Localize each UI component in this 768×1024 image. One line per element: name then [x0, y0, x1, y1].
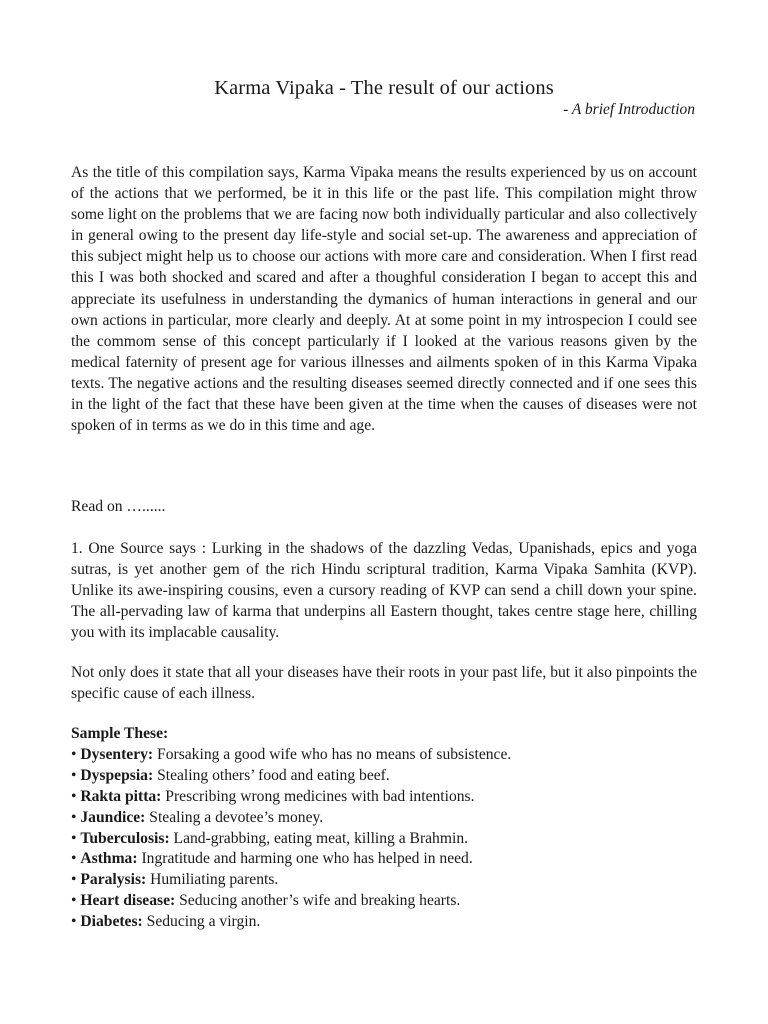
- bullet-glyph: •: [71, 892, 77, 910]
- disease-cause: Prescribing wrong medicines with bad intentions.: [165, 787, 475, 805]
- disease-cause: Seducing another’s wife and breaking hearts.: [179, 892, 461, 910]
- document-subtitle: - A brief Introduction: [563, 101, 695, 118]
- disease-cause: Ingratitude and harming one who has helped in need.: [141, 850, 473, 868]
- list-item: [71, 891, 697, 912]
- read-on-paragraph: Read on …......: [71, 498, 166, 515]
- disease-cause: Stealing a devotee’s money.: [149, 808, 324, 826]
- disease-term: Rakta pitta:: [80, 787, 162, 805]
- list-item: [71, 808, 697, 829]
- list-item: [71, 870, 697, 891]
- roots-paragraph: Not only does it state that all your diseases have their roots in your past life, but it also pinpoints the specific cause of each illness.: [71, 664, 697, 703]
- list-item: [71, 745, 697, 766]
- disease-cause: Stealing others’ food and eating beef.: [157, 766, 390, 784]
- disease-term: Tuberculosis:: [80, 829, 170, 847]
- source-paragraph: 1. One Source says : Lurking in the shadows of the dazzling Vedas, Upanishads, epics and yoga sutras, is yet another gem of the rich Hindu scriptural tradition, Karma Vipaka Samhita (KVP). Unlike its awe-inspiring cousins, even a cursory reading of KVP can send a chill down your spine. The all-pervading law of karma that underpins all Eastern thought, takes centre stage here, chilling you with its implacable causality.: [71, 540, 697, 642]
- bullet-glyph: •: [71, 787, 77, 805]
- disease-list: [71, 745, 697, 933]
- bullet-glyph: •: [71, 871, 77, 889]
- list-item: [71, 787, 697, 808]
- sample-section: [71, 724, 697, 933]
- bullet-glyph: •: [71, 913, 77, 931]
- disease-term: Jaundice:: [80, 808, 146, 826]
- list-item: [71, 766, 697, 787]
- list-item: [71, 829, 697, 850]
- disease-cause: Land-grabbing, eating meat, killing a Brahmin.: [173, 829, 469, 847]
- bullet-glyph: •: [71, 808, 77, 826]
- disease-term: Diabetes:: [80, 913, 143, 931]
- disease-cause: Seducing a virgin.: [146, 913, 261, 931]
- list-item: [71, 849, 697, 870]
- intro-paragraph: As the title of this compilation says, Karma Vipaka means the results experienced by us on account of the actions that we performed, be it in this life or the past life. This compilation might throw some light on the problems that we are facing now both individually particular and also collectively in general owing to the present day life-style and social set-up. The awareness and appreciation of this subject might help us to choose our actions with more care and consideration. When I first read this I was both shocked and scared and after a thoughful consideration I began to accept this and appreciate its usefulness in understanding the dymanics of human interactions in general and our own actions in particular, more clearly and deeply. At at some point in my introspecion I could see the commom sense of this concept particularly if I looked at the various reasons given by the medical faternity of present age for various illnesses and ailments spoken of in this Karma Vipaka texts. The negative actions and the resulting diseases seemed directly connected and if one sees this in the light of the fact that these have been given at the time when the causes of diseases were not spoken of in terms as we do in this time and age.: [71, 164, 697, 435]
- disease-term: Paralysis:: [80, 871, 147, 889]
- document-title: Karma Vipaka - The result of our actions: [214, 77, 554, 99]
- list-item: [71, 912, 697, 933]
- bullet-glyph: •: [71, 829, 77, 847]
- sample-heading: Sample These:: [71, 725, 169, 742]
- disease-cause: Forsaking a good wife who has no means of subsistence.: [157, 745, 512, 763]
- bullet-glyph: •: [71, 850, 77, 868]
- bullet-glyph: •: [71, 766, 77, 784]
- disease-term: Heart disease:: [80, 892, 176, 910]
- bullet-glyph: •: [71, 745, 77, 763]
- disease-term: Dysentery:: [80, 745, 154, 763]
- disease-term: Dyspepsia:: [80, 766, 154, 784]
- disease-cause: Humiliating parents.: [150, 871, 279, 889]
- disease-term: Asthma:: [80, 850, 138, 868]
